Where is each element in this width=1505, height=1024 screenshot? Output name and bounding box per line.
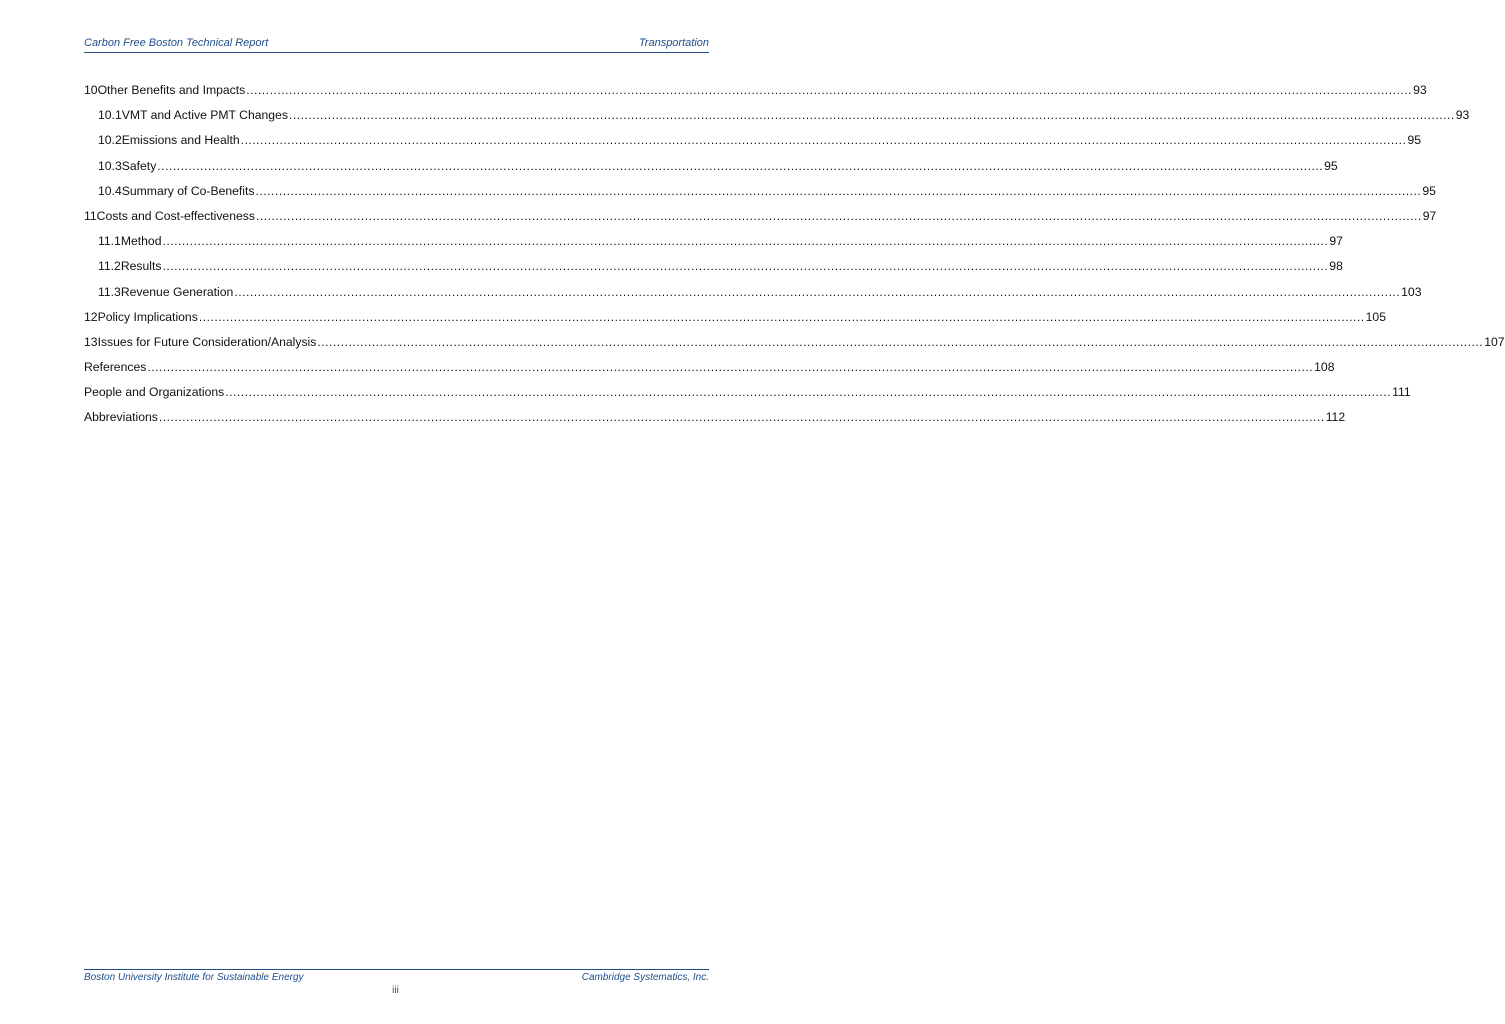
toc-entry-number: 10.2 — [98, 133, 122, 148]
toc-leader-dots: ............................................................................................................................................................................................................................................................................................................ — [255, 183, 1422, 198]
toc-entry-title: Policy Implications — [97, 309, 198, 324]
toc-entry[interactable] — [84, 158, 1338, 184]
toc-entry-number: 10 — [84, 83, 98, 97]
toc-entry-title: Summary of Co-Benefits — [121, 183, 255, 198]
toc-entry-title: People and Organizations — [84, 385, 225, 400]
header-section-title: Transportation — [638, 37, 709, 49]
toc-entry-page: 111 — [1392, 385, 1411, 400]
toc-entry-number: 12 — [84, 309, 98, 324]
page-number: iii — [392, 985, 399, 996]
header-report-title: Carbon Free Boston Technical Report — [84, 37, 269, 49]
toc-entry-number: 11 — [84, 208, 97, 223]
toc-entry-title: Revenue Generation — [120, 284, 234, 299]
toc-entry[interactable] — [84, 183, 1436, 209]
toc-entry[interactable] — [84, 83, 1427, 108]
toc-entry-number: 11.3 — [98, 284, 121, 299]
toc-entry-page: 95 — [1422, 183, 1436, 198]
toc-entry-page: 108 — [1314, 360, 1335, 375]
toc-leader-dots: ............................................................................................................................................................................................................................................................................................................ — [288, 108, 1455, 123]
toc-entry-page: 97 — [1329, 234, 1343, 249]
toc-entry[interactable] — [84, 208, 1437, 234]
toc-leader-dots: ............................................................................................................................................................................................................................................................................................................ — [162, 234, 1329, 249]
toc-leader-dots: ............................................................................................................................................................................................................................................................................................................ — [162, 259, 1329, 274]
toc-leader-dots: ............................................................................................................................................................................................................................................................................................................ — [234, 284, 1401, 299]
toc-entry[interactable] — [84, 133, 1421, 158]
toc-entry[interactable] — [84, 410, 1346, 435]
toc-entry-title: Results — [120, 259, 162, 274]
toc-entry[interactable] — [84, 284, 1422, 310]
toc-entry[interactable] — [84, 234, 1343, 259]
toc-entry-page: 107 — [1484, 334, 1505, 349]
footer-organization: Boston University Institute for Sustainable Energy — [84, 972, 304, 983]
toc-leader-dots: ............................................................................................................................................................................................................................................................................................................ — [225, 385, 1392, 400]
page-footer — [84, 969, 709, 983]
toc-leader-dots: ............................................................................................................................................................................................................................................................................................................ — [198, 309, 1365, 324]
toc-entry-page: 95 — [1324, 158, 1338, 173]
page-header — [84, 36, 709, 53]
toc-entry-number: 11.1 — [98, 234, 121, 249]
toc-entry-page: 98 — [1329, 259, 1343, 274]
toc-entry[interactable] — [84, 334, 1505, 360]
toc-entry-page: 112 — [1325, 410, 1346, 425]
toc-leader-dots: ............................................................................................................................................................................................................................................................................................................ — [158, 410, 1325, 425]
footer-company: Cambridge Systematics, Inc. — [581, 972, 709, 983]
toc-entry-number: 13 — [84, 334, 98, 349]
toc-entry-title: VMT and Active PMT Changes — [121, 108, 288, 123]
toc-entry-number: 10.4 — [98, 183, 122, 198]
toc-entry-number: 10.3 — [98, 158, 122, 173]
toc-entry-title: Other Benefits and Impacts — [97, 83, 246, 97]
table-of-contents — [84, 83, 1505, 436]
toc-entry[interactable] — [84, 259, 1343, 284]
toc-entry-title: Emissions and Health — [121, 133, 240, 148]
toc-entry-title: Issues for Future Consideration/Analysis — [97, 334, 317, 349]
toc-entry-title: Abbreviations — [84, 410, 158, 425]
toc-entry-page: 97 — [1422, 208, 1437, 223]
toc-entry-page: 95 — [1407, 133, 1421, 148]
toc-entry[interactable] — [84, 385, 1411, 410]
toc-leader-dots: ............................................................................................................................................................................................................................................................................................................ — [157, 158, 1324, 173]
toc-entry-title: Costs and Cost-effectiveness — [96, 208, 255, 223]
toc-entry[interactable] — [84, 309, 1386, 335]
toc-entry-title: Method — [120, 234, 162, 249]
toc-leader-dots: ............................................................................................................................................................................................................................................................................................................ — [147, 360, 1314, 375]
toc-entry-number: 10.1 — [98, 108, 122, 123]
toc-entry[interactable] — [84, 360, 1335, 385]
toc-entry-page: 103 — [1401, 284, 1422, 299]
toc-leader-dots: ............................................................................................................................................................................................................................................................................................................ — [317, 334, 1484, 349]
toc-leader-dots: ............................................................................................................................................................................................................................................................................................................ — [255, 208, 1422, 223]
toc-leader-dots: ............................................................................................................................................................................................................................................................................................................ — [246, 83, 1413, 97]
toc-leader-dots: ............................................................................................................................................................................................................................................................................................................ — [240, 133, 1407, 148]
toc-entry-page: 93 — [1413, 83, 1427, 97]
toc-entry[interactable] — [84, 108, 1470, 133]
toc-entry-page: 93 — [1455, 108, 1470, 123]
toc-entry-number: 11.2 — [98, 259, 121, 274]
toc-entry-title: Safety — [121, 158, 157, 173]
toc-entry-title: References — [84, 360, 147, 375]
toc-entry-page: 105 — [1365, 309, 1386, 324]
